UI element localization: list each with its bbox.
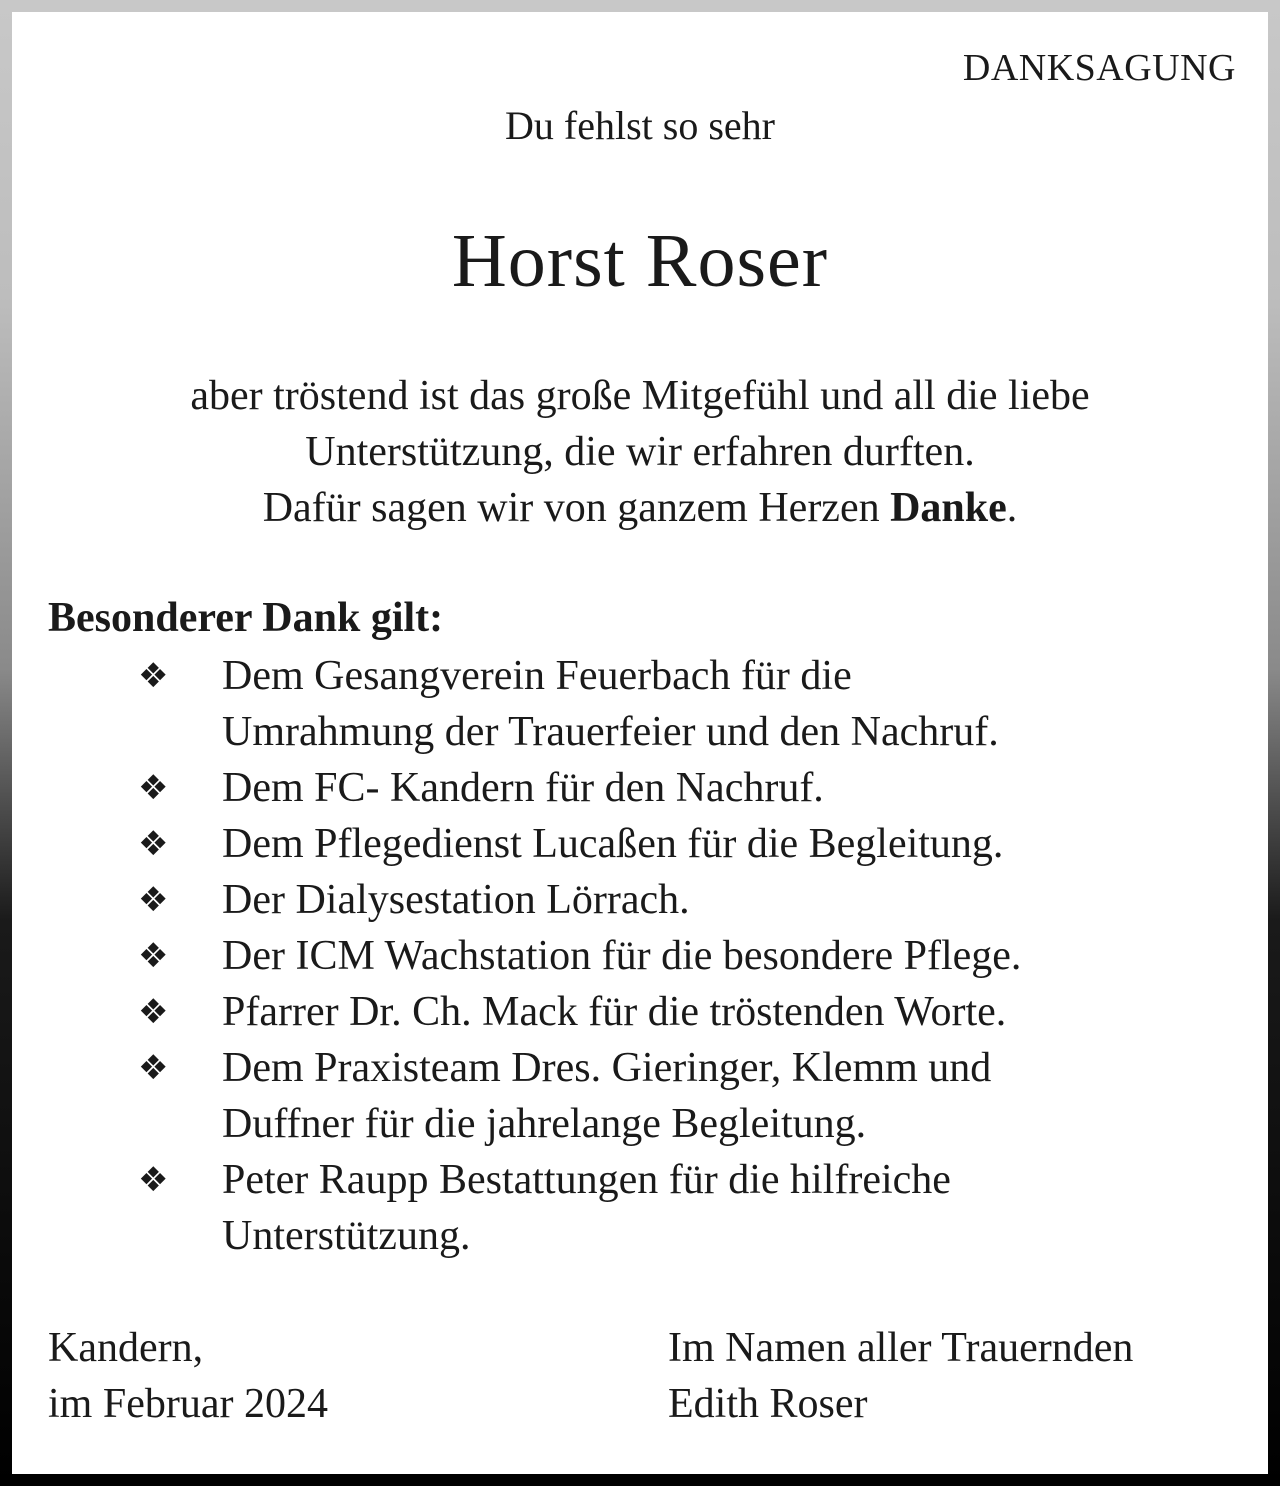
bottom-border — [0, 1474, 1280, 1486]
list-item — [0, 816, 1222, 872]
signoff: Im Namen aller Trauernden — [668, 1325, 1134, 1371]
special-thanks-title: Besonderer Dank gilt: — [48, 595, 444, 641]
notice-type-label: DANKSAGUNG — [962, 47, 1236, 89]
list-item — [0, 1152, 1222, 1264]
subtitle: Du fehlst so sehr — [505, 103, 775, 148]
four-diamond-bullet-icon: ❖ — [138, 768, 169, 808]
message-line-3-end: . — [1006, 485, 1018, 531]
list-item-line: Dem FC- Kandern für den Nachruf. — [222, 765, 824, 811]
signer-name: Edith Roser — [668, 1381, 868, 1427]
list-item — [0, 648, 1222, 760]
list-item — [0, 928, 1222, 984]
list-item-line: Umrahmung der Trauerfeier und den Nachruf. — [222, 709, 999, 755]
list-item — [0, 984, 1222, 1040]
thanks-message — [0, 368, 1280, 536]
list-item-line: Pfarrer Dr. Ch. Mack für die tröstenden Worte. — [222, 989, 1007, 1035]
place: Kandern, — [48, 1325, 204, 1371]
list-item-line: Dem Gesangverein Feuerbach für die — [222, 653, 852, 699]
four-diamond-bullet-icon: ❖ — [138, 936, 169, 976]
message-line-3 — [0, 480, 1280, 536]
message-line-2: Unterstützung, die wir erfahren durften. — [305, 429, 975, 475]
four-diamond-bullet-icon: ❖ — [138, 824, 169, 864]
four-diamond-bullet-icon: ❖ — [138, 1160, 169, 1200]
signature-block — [668, 1320, 1133, 1432]
list-item-line: Dem Praxisteam Dres. Gieringer, Klemm und — [222, 1045, 992, 1091]
list-item-line: Dem Pflegedienst Lucaßen für die Begleitung. — [222, 821, 1004, 867]
message-line-3-text: Dafür sagen wir von ganzem Herzen — [262, 485, 891, 531]
list-item-line: Der Dialysestation Lörrach. — [222, 877, 690, 923]
list-item-line: Peter Raupp Bestattungen für die hilfreiche — [222, 1157, 951, 1203]
list-item — [0, 1040, 1222, 1152]
deceased-name: Horst Roser — [451, 219, 829, 303]
four-diamond-bullet-icon: ❖ — [138, 880, 169, 920]
list-item — [0, 872, 1222, 928]
message-line-1: aber tröstend ist das große Mitgefühl und all die liebe — [190, 373, 1090, 419]
date: im Februar 2024 — [48, 1381, 328, 1427]
four-diamond-bullet-icon: ❖ — [138, 656, 169, 696]
list-item-line: Unterstützung. — [222, 1213, 471, 1259]
special-thanks-list — [0, 648, 1280, 1264]
danke-word: Danke — [890, 485, 1007, 531]
list-item-line: Duffner für die jahrelange Begleitung. — [222, 1101, 867, 1147]
list-item — [0, 760, 1222, 816]
list-item-line: Der ICM Wachstation für die besondere Pflege. — [222, 933, 1022, 979]
place-and-date — [48, 1320, 328, 1432]
four-diamond-bullet-icon: ❖ — [138, 1048, 169, 1088]
four-diamond-bullet-icon: ❖ — [138, 992, 169, 1032]
